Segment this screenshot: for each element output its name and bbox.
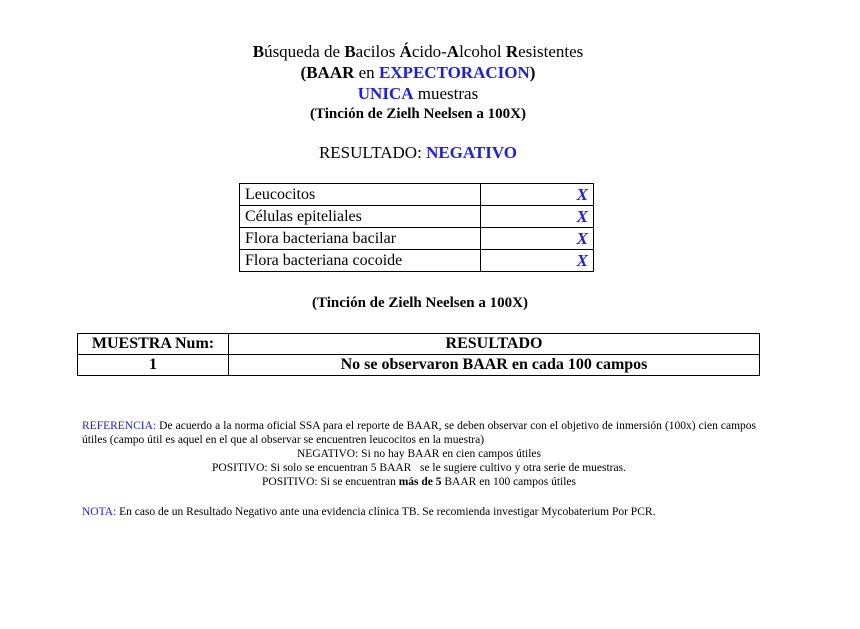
header-title [0,41,836,62]
baar-label: BAAR [306,63,355,82]
result-summary [0,142,836,164]
column-header-sample: MUESTRA Num: [78,334,229,355]
title-initial: B [344,42,356,61]
reference-paragraph [82,419,756,447]
result-value: NEGATIVO [426,143,518,162]
paren-open: ( [300,63,307,82]
title-text: esistentes [518,42,584,61]
sample-count-label: muestras [413,84,479,103]
observation-mark: X [481,206,594,228]
header-subtitle [0,62,836,83]
title-text: úsqueda de [264,42,345,61]
note-label: NOTA: [82,506,117,518]
observation-label: Flora bacteriana cocoide [240,250,481,272]
criterion-text: POSITIVO: Si se encuentran [262,476,399,488]
note-section [82,505,782,519]
sample-count-line [0,83,836,104]
sample-type: EXPECTORACION [378,63,530,82]
observation-label: Células epiteliales [240,206,481,228]
criterion-emphasis: más de 5 [398,476,442,488]
title-text: cido- [411,42,447,61]
title-initial: R [505,42,519,61]
reference-section [82,419,756,489]
sample-number-cell: 1 [78,355,229,376]
title-initial: A [446,42,460,61]
report-header [0,41,836,125]
observation-mark: X [481,250,594,272]
sample-count: UNICA [357,84,414,103]
criterion-text: BAAR en 100 campos útiles [441,476,576,488]
column-header-result: RESULTADO [229,334,760,355]
observation-label: Leucocitos [240,184,481,206]
table-row [78,355,760,376]
title-text: acilos [355,42,400,61]
stain-caption: (Tinción de Zielh Neelsen a 100X) [312,295,528,311]
result-label: RESULTADO: [318,143,427,162]
title-initial: Á [399,42,412,61]
title-text: lcohol [459,42,506,61]
reference-text: De acuerdo a la norma oficial SSA para el reporte de BAAR, se deben observar con el objetivo de inmersión (100x) cien campos útiles (campo útil es aquel en el que al observar se encuentren leucocitos en la muestra) [82,420,756,446]
results-table [77,333,760,376]
observation-label: Flora bacteriana bacilar [240,228,481,250]
paren-close: ) [529,63,536,82]
negativo-criterion: NEGATIVO: Si no hay BAAR en cien campos útiles [296,448,542,460]
table-row [240,184,594,206]
observations-table [239,183,594,272]
result-cell: No se observaron BAAR en cada 100 campos [229,355,760,376]
table-row [240,206,594,228]
reference-label: REFERENCIA: [82,420,157,432]
observation-mark: X [481,184,594,206]
table-header-row [78,334,760,355]
stain-method: (Tinción de Zielh Neelsen a 100X) [310,106,526,122]
title-initial: B [252,42,265,61]
table-row [240,250,594,272]
connector-text: en [354,63,379,82]
positivo-criterion-2 [82,475,756,489]
note-text: En caso de un Resultado Negativo ante una evidencia clínica TB. Se recomienda investigar Mycobaterium Por PCR. [116,506,656,518]
observation-mark: X [481,228,594,250]
positivo-criterion-1: POSITIVO: Si solo se encuentran 5 BAAR se le sugiere cultivo y otra serie de muestras. [212,462,626,474]
table-row [240,228,594,250]
